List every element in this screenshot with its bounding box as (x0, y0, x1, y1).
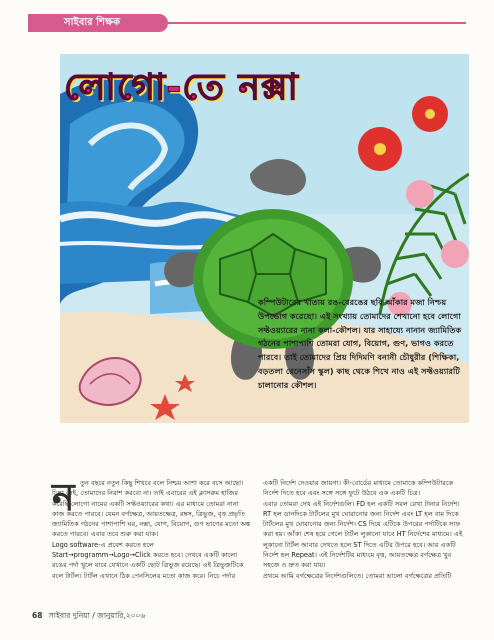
drop-cap: ন (52, 475, 75, 519)
right-paragraph-3: প্রথমে আমি বর্গক্ষেত্রের নির্দেশগুলিতে। তোমরা ভালো বর্গক্ষেত্রের প্রতিটি (263, 571, 452, 580)
left-paragraph-1: তুন বছরে নতুন কিছু শিখবে বলে নিশ্চয় আশা করে বসে আছো। চিন্তা নেই, তোমাদের নিরাশ করবো না। তাই এবারের এই ক্লাসরুম হাজির করেছি লোগো নামের একটি সফ্টওয়্যারের কথা। এর মাধ্যমে তোমরা নানা কাজ করতে পারবে। যেমন বর্গক্ষেত্র, আয়তক্ষেত্র, রম্বস, ত্রিভুজ, বৃত্ত প্রভৃতি জ্যামিতিক গঠনের পাশাপাশি ঘর, নক্সা, যোগ, বিয়োগ, গুণ ভাগের মতো অঙ্ক করতে পারবে। এবার তবে শুরু করা যাক। (52, 479, 251, 539)
left-column (52, 475, 252, 581)
article-title: লোগো-তে নক্সা (64, 67, 299, 108)
right-paragraph-2: এবার তোমরা দেখ এই নির্দেশগুলি। FD হল একটি সরল রেখা টানার নির্দেশ। RT হল ডানদিকে টার্টলের মুখ ঘোরানোর জন্য নির্দেশ এবং LT হল বাম দিকে টার্টলের মুখ ঘোরানোর জন্য নির্দেশ। CS দিয়ে এটিকে উপরের পর্দাটিকে সাফ করা হয়। আঁকা শেষ হয়ে গেলে টার্টল লুকানো যাবে HT নির্দেশের মাধ্যমে। এই লুকানো টার্টল আবার দেখতে হলে ST দিতে এটির উপরে হবে। আর একটি নির্দেশ হল Repeat। এই নির্দেশটির মাধ্যমে বৃত্ত, আয়তক্ষেত্র বর্গক্ষেত্র খুব সহজে ও দ্রুত করা যায়। (263, 499, 463, 570)
page-footer (32, 611, 145, 623)
intro-paragraph (258, 296, 464, 393)
page-number: 68 (32, 611, 43, 620)
left-paragraph-2: Logo software-এ প্রবেশ করতে হলে (52, 540, 154, 549)
section-label: সাইবার শিক্ষক (64, 17, 121, 28)
magazine-name: সাইবার দুনিয়া / জানুয়ারি,২০০৬ (48, 611, 146, 620)
header-rule (168, 22, 466, 24)
right-paragraph-1: একটি নির্দেশ দেওয়ার জায়গা। কী-বোর্ডের মাধ্যমে তোমাকে কম্পিউটারকে নির্দেশ দিতে হবে এবং সঙ্গে সঙ্গে ফুটে উঠবে এক একটি চিত্র। (263, 479, 454, 498)
left-paragraph-3: Start→programm→Logo→Click করতে হবে। দেখবে একটি কালো রঙের পর্দা খুলে যাবে যেখানে একটি ছোট ত্রিভুজ রয়েছে। এই ত্রিভুজটিকে বলে টার্টল। টার্টল এখানে ঠিক পেনসিলের মতো কাজ করে। নিচে পর্দার (52, 551, 244, 580)
section-tab (28, 14, 168, 32)
intro-text: কম্পিউটারের খাতায় রঙ-বেরঙের ছবি আঁকার মজা নিশ্চয় উপভোগ করেছো। এই সংখ্যায় তোমাদের শেখানো হবে লোগো সফ্টওয়্যারের নানা কলা-কৌশল। যার সাহায্যে নানান জ্যামিতিক গঠনের পাশাপাশি তোমরা যোগ, বিয়োগ, গুণ, ভাগও করতে পারবে। তাই তোমাদের প্রিয় দিদিমণি বনানী চৌধুরীর (শিক্ষিকা, বড়তলা রেনেসাঁস স্কুল) কাছ থেকে শিখে নাও এই সফ্টওয়্যারটি চালানোর কৌশল। (258, 297, 462, 390)
right-column (263, 478, 467, 581)
